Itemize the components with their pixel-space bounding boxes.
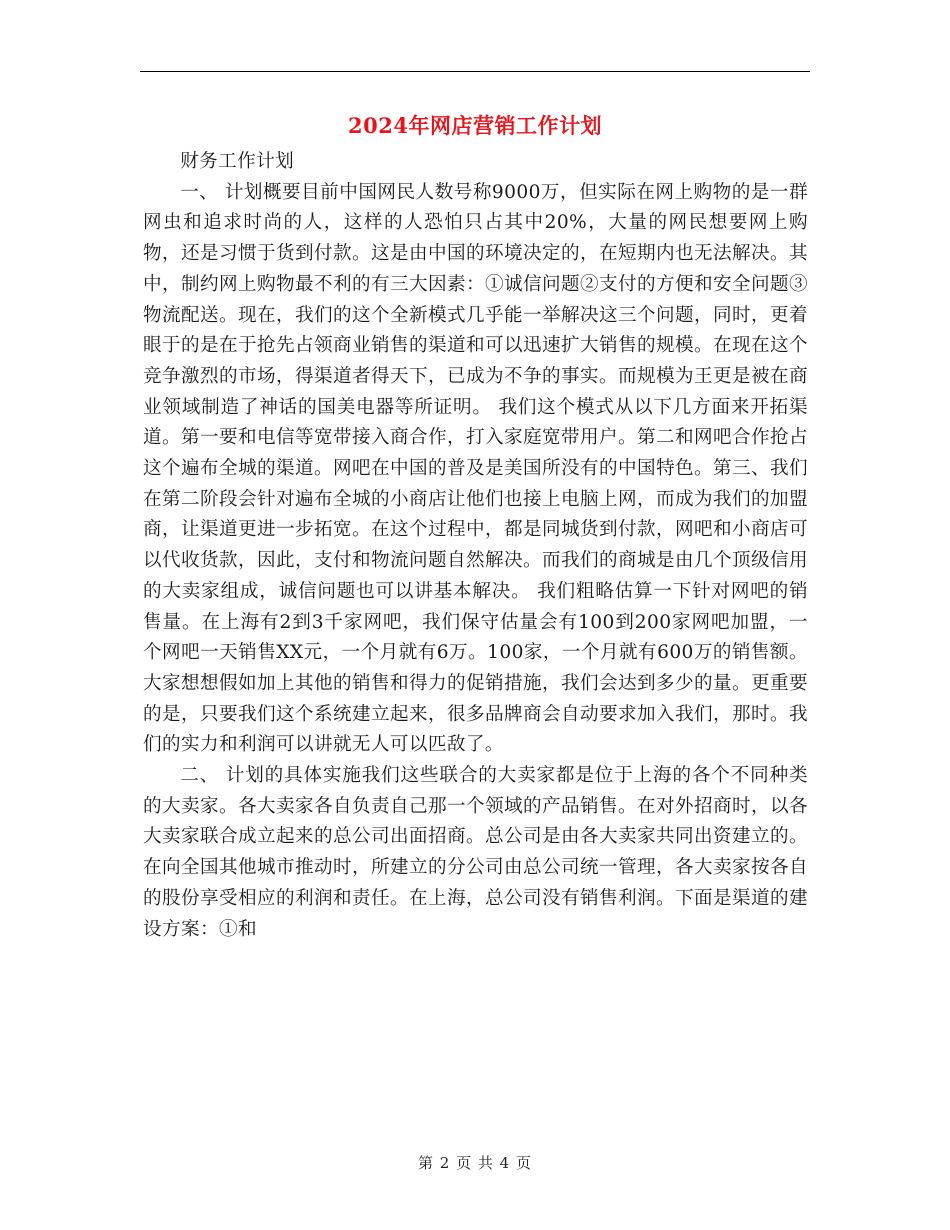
- paragraph-plan-implementation: 二、 计划的具体实施我们这些联合的大卖家都是位于上海的各个不同种类的大卖家。各大卖家各自负责自己那一个领域的产品销售。在对外招商时，以各大卖家联合成立起来的总公司出面招商。总公司是由各大卖家共同出资建立的。在向全国其他城市推动时，所建立的分公司由总公司统一管理，各大卖家按各自的股份享受相应的利润和责任。在上海，总公司没有销售利润。下面是渠道的建设方案：①和: [143, 765, 808, 940]
- page-number-footer: 第 2 页 共 4 页: [418, 1154, 532, 1172]
- document-body: [143, 147, 808, 945]
- header-rule: [140, 71, 810, 72]
- document-title: 2024年网店营销工作计划: [348, 113, 602, 138]
- paragraph-plan-overview: 一、 计划概要目前中国网民人数号称9000万，但实际在网上购物的是一群网虫和追求时尚的人，这样的人恐怕只占其中20%，大量的网民想要网上购物，还是习惯于货到付款。这是由中国的环境决定的，在短期内也无法解决。其中，制约网上购物最不利的有三大因素：①诚信问题②支付的方便和安全问题③物流配送。现在，我们的这个全新模式几乎能一举解决这三个问题，同时，更着眼于的是在于抢先占领商业销售的渠道和可以迅速扩大销售的规模。在现在这个竞争激烈的市场，得渠道者得天下，已成为不争的事实。而规模为王更是被在商业领域制造了神话的国美电器等所证明。 我们这个模式从以下几方面来开拓渠道。第一要和电信等宽带接入商合作，打入家庭宽带用户。第二和网吧合作抢占这个遍布全城的渠道。网吧在中国的普及是美国所没有的中国特色。第三、我们在第二阶段会针对遍布全城的小商店让他们也接上电脑上网，而成为我们的加盟商，让渠道更进一步拓宽。在这个过程中，都是同城货到付款，网吧和小商店可以代收货款，因此，支付和物流问题自然解决。而我们的商城是由几个顶级信用的大卖家组成，诚信问题也可以讲基本解决。 我们粗略估算一下针对网吧的销售量。在上海有2到3千家网吧，我们保守估量会有100到200家网吧加盟，一个网吧一天销售XX元，一个月就有6万。100家，一个月就有600万的销售额。大家想想假如加上其他的销售和得力的促销措施，我们会达到多少的量。更重要的是，只要我们这个系统建立起来，很多品牌商会自动要求加入我们，那时。我们的实力和利润可以讲就无人可以匹敌了。: [143, 181, 808, 756]
- section-subtitle: 财务工作计划: [180, 151, 295, 172]
